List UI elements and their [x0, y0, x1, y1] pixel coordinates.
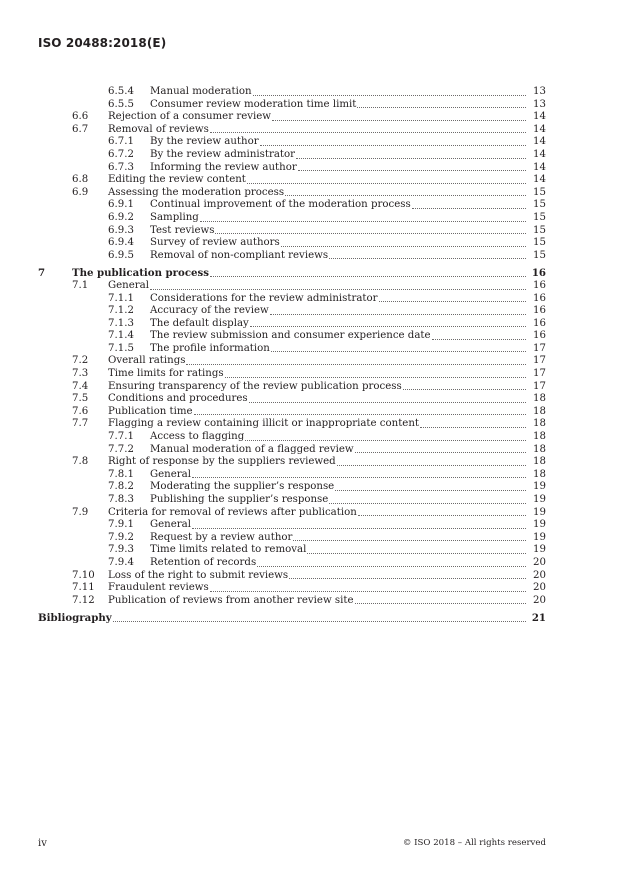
footer-copyright: © ISO 2018 – All rights reserved: [402, 838, 546, 848]
toc-entry-title-line: [72, 267, 546, 280]
toc-entry-number: 7.12: [72, 594, 95, 606]
toc-entry[interactable]: [0, 544, 620, 557]
toc-entry-page: 16: [533, 292, 546, 304]
toc-entry-page: 16: [533, 317, 546, 329]
toc-entry-page: 14: [533, 136, 546, 148]
toc-entry-number: 7.5: [72, 393, 89, 405]
dot-leader: [296, 157, 526, 159]
dot-leader: [194, 413, 526, 415]
toc-entry-title: Access to flagging: [150, 431, 245, 443]
toc-entry-title: Survey of review authors: [150, 237, 280, 249]
dot-leader: [307, 552, 526, 554]
toc-entry-title: General: [108, 279, 149, 291]
toc-entry-title: Test reviews: [150, 224, 215, 236]
toc-entry-number: 7.7.1: [108, 431, 134, 443]
toc-entry[interactable]: [0, 199, 620, 212]
toc-entry-number: 7.1.1: [108, 292, 134, 304]
toc-entry[interactable]: [0, 418, 620, 431]
toc-entry-page: 15: [533, 211, 546, 223]
dot-leader: [355, 602, 526, 604]
toc-entry[interactable]: [0, 86, 620, 99]
toc-entry[interactable]: [0, 431, 620, 444]
toc-entry-title-line: [150, 237, 546, 250]
toc-entry-title-line: [108, 582, 546, 595]
dot-leader: [192, 476, 526, 478]
toc-entry-page: 15: [533, 186, 546, 198]
toc-entry-title: Assessing the moderation process: [108, 186, 285, 198]
dot-leader: [420, 426, 526, 428]
toc-entry-title-line: [108, 280, 546, 293]
toc-entry-title-line: [108, 456, 546, 469]
toc-entry[interactable]: [0, 330, 620, 343]
dot-leader: [432, 338, 526, 340]
dot-leader: [225, 376, 526, 378]
toc-entry[interactable]: [0, 469, 620, 482]
toc-entry-title-line: [150, 544, 546, 557]
toc-entry-title: Conditions and procedures: [108, 393, 248, 405]
toc-entry-number: 7.9.3: [108, 544, 134, 556]
dot-leader: [186, 363, 526, 365]
toc-entry-title: Publishing the supplier’s response: [150, 494, 329, 505]
dot-leader: [253, 94, 526, 96]
toc-entry-title-line: [108, 368, 546, 381]
toc-entry-title: Manual moderation of a flagged review: [150, 443, 354, 455]
toc-entry-page: 14: [533, 161, 546, 173]
toc-entry-page: 21: [531, 612, 546, 625]
toc-entry[interactable]: [0, 187, 620, 200]
toc-entry[interactable]: [0, 293, 620, 306]
toc-entry[interactable]: [0, 99, 620, 112]
dot-leader: [289, 577, 526, 579]
toc-entry-number: 7.2: [72, 355, 89, 367]
toc-entry-title: Consumer review moderation time limit: [150, 98, 357, 110]
toc-entry-title: Time limits related to removal: [150, 544, 307, 556]
toc-entry-page: 19: [533, 544, 546, 556]
toc-entry-title: The default display: [150, 317, 249, 329]
dot-leader: [210, 275, 526, 277]
toc-entry-title: Editing the review content: [108, 174, 246, 186]
toc-entry-page: 19: [533, 481, 546, 493]
toc-entry-number: 7.1: [72, 279, 89, 291]
dot-leader: [245, 439, 526, 441]
toc-entry-page: 18: [533, 468, 546, 480]
toc-entry-title: By the review administrator: [150, 148, 295, 160]
toc-entry-page: 20: [533, 594, 546, 606]
dot-leader: [113, 620, 526, 622]
toc-entry-title: The publication process: [72, 267, 209, 280]
toc-entry[interactable]: [0, 507, 620, 520]
toc-entry-number: 7.1.5: [108, 342, 134, 354]
toc-entry-page: 17: [533, 368, 546, 380]
toc-entry[interactable]: [0, 444, 620, 457]
toc-entry-number: 6.7.3: [108, 161, 134, 173]
dot-leader: [215, 232, 526, 234]
toc-entry-number: 7.10: [72, 569, 95, 581]
toc-entry-title-line: [108, 355, 546, 368]
toc-entry[interactable]: [0, 136, 620, 149]
toc-entry-title-line: [150, 136, 546, 149]
dot-leader: [337, 464, 526, 466]
toc-entry-page: 18: [533, 393, 546, 405]
toc-entry[interactable]: [0, 280, 620, 293]
toc-entry-page: 14: [533, 111, 546, 123]
toc-entry-number: 7.3: [72, 368, 89, 380]
dot-leader: [272, 119, 526, 121]
toc-entry-title: The profile information: [150, 342, 270, 354]
toc-entry-number: 6.9.3: [108, 224, 134, 236]
dot-leader: [281, 245, 526, 247]
toc-entry-page: 17: [533, 380, 546, 392]
toc-entry-title-line: [108, 406, 546, 419]
toc-entry-title: Overall ratings: [108, 355, 186, 367]
toc-entry-page: 19: [533, 531, 546, 543]
toc-entry-title-line: [108, 174, 546, 187]
toc-entry-page: 17: [533, 342, 546, 354]
toc-entry-title-line: [150, 250, 546, 263]
toc-entry-title-line: [108, 507, 546, 520]
toc-entry[interactable]: [0, 532, 620, 545]
toc-entry-number: 7.9.2: [108, 531, 134, 543]
dot-leader: [329, 502, 526, 504]
toc-entry-number: 6.9.1: [108, 199, 134, 211]
toc-entry-title: General: [150, 519, 191, 531]
toc-entry-title: Fraudulent reviews: [108, 582, 209, 594]
toc-entry[interactable]: [0, 612, 620, 625]
toc-entry-number: 7.8.2: [108, 481, 134, 493]
toc-entry[interactable]: [0, 355, 620, 368]
dot-leader: [257, 565, 526, 567]
toc-entry-title: Removal of reviews: [108, 123, 209, 135]
toc-entry-title: Sampling: [150, 211, 199, 223]
toc-entry[interactable]: [0, 557, 620, 570]
toc-entry[interactable]: [0, 267, 620, 280]
toc-entry-number: 7: [38, 267, 46, 280]
toc-entry-number: 7.1.3: [108, 317, 134, 329]
toc-entry-title: Ensuring transparency of the review publication process: [108, 380, 402, 392]
toc-entry-title: The review submission and consumer experience date: [150, 330, 431, 342]
toc-entry-page: 13: [533, 86, 546, 97]
toc-entry-page: 20: [533, 556, 546, 568]
toc-entry[interactable]: [0, 406, 620, 419]
document-header: ISO 20488:2018(E): [38, 36, 167, 50]
toc-entry-number: 6.5.5: [108, 98, 134, 110]
toc-entry-page: 16: [533, 305, 546, 317]
toc-entry-title: Time limits for ratings: [108, 368, 224, 380]
toc-entry-title: Accuracy of the review: [150, 305, 269, 317]
toc-entry-title-line: [38, 612, 546, 625]
toc-entry-number: 7.1.4: [108, 330, 134, 342]
toc-entry-page: 19: [533, 519, 546, 531]
dot-leader: [298, 169, 526, 171]
toc-entry-number: 7.9: [72, 506, 89, 518]
dot-leader: [270, 313, 526, 315]
dot-leader: [150, 288, 526, 290]
toc-entry-title-line: [150, 330, 546, 343]
toc-entry[interactable]: [0, 519, 620, 532]
toc-entry-title-line: [150, 199, 546, 212]
dot-leader: [329, 257, 526, 259]
toc-entry-title-line: [108, 111, 546, 124]
toc-entry[interactable]: [0, 582, 620, 595]
toc-entry-page: 18: [533, 456, 546, 468]
toc-entry-number: 7.8.1: [108, 468, 134, 480]
toc-entry-title: Right of response by the suppliers reviewed: [108, 456, 336, 468]
toc-entry-page: 14: [533, 174, 546, 186]
toc-entry-title-line: [150, 293, 546, 306]
dot-leader: [210, 131, 526, 133]
toc-entry-page: 16: [533, 330, 546, 342]
dot-leader: [200, 220, 526, 222]
toc-entry-page: 15: [533, 199, 546, 211]
toc-entry[interactable]: [0, 393, 620, 406]
toc-entry-title-line: [150, 469, 546, 482]
toc-entry-title: Publication time: [108, 405, 193, 417]
dot-leader: [335, 489, 526, 491]
toc-entry-title-line: [150, 86, 546, 99]
toc-entry[interactable]: [0, 174, 620, 187]
toc-entry-title: Continual improvement of the moderation process: [150, 199, 411, 211]
toc-entry-title: Informing the review author: [150, 161, 297, 173]
toc-entry-title: General: [150, 468, 191, 480]
toc-entry-number: 7.7: [72, 418, 89, 430]
toc-entry-title-line: [150, 343, 546, 356]
toc-entry[interactable]: [0, 368, 620, 381]
toc-entry-number: 6.7.2: [108, 148, 134, 160]
dot-leader: [358, 514, 526, 516]
toc-entry-page: 18: [533, 418, 546, 430]
toc-entry[interactable]: [0, 595, 620, 608]
toc-entry-page: 19: [533, 494, 546, 505]
toc-entry-title: Loss of the right to submit reviews: [108, 569, 289, 581]
toc-entry-page: 14: [533, 123, 546, 135]
toc-entry-number: 6.9.2: [108, 211, 134, 223]
toc-entry-title: Considerations for the review administrator: [150, 292, 378, 304]
toc-entry-page: 20: [533, 569, 546, 581]
toc-entry-number: 7.9.4: [108, 556, 134, 568]
toc-entry-title-line: [150, 99, 546, 112]
toc-entry-title: Manual moderation: [150, 86, 252, 97]
table-of-contents: [0, 86, 620, 625]
toc-entry[interactable]: [0, 305, 620, 318]
toc-entry-title: Flagging a review containing illicit or inappropriate content: [108, 418, 419, 430]
dot-leader: [247, 182, 526, 184]
dot-leader: [285, 194, 526, 196]
toc-entry-title-line: [108, 124, 546, 137]
toc-entry-number: 7.8: [72, 456, 89, 468]
dot-leader: [192, 527, 526, 529]
toc-entry-number: 7.4: [72, 380, 89, 392]
toc-entry-title-line: [150, 318, 546, 331]
toc-entry[interactable]: [0, 570, 620, 583]
toc-entry-number: 7.9.1: [108, 519, 134, 531]
toc-entry-number: 6.9.4: [108, 237, 134, 249]
toc-entry-number: 6.9.5: [108, 249, 134, 261]
toc-entry-title-line: [150, 519, 546, 532]
toc-entry-page: 18: [533, 443, 546, 455]
dot-leader: [293, 539, 526, 541]
toc-entry-title-line: [108, 187, 546, 200]
toc-entry-title-line: [108, 570, 546, 583]
toc-entry-title: Publication of reviews from another review site: [108, 594, 354, 606]
toc-entry-page: 18: [533, 431, 546, 443]
toc-entry-title: Bibliography: [38, 612, 112, 625]
toc-entry-title-line: [150, 444, 546, 457]
toc-entry[interactable]: [0, 456, 620, 469]
toc-entry-title-line: [108, 393, 546, 406]
toc-entry[interactable]: [0, 162, 620, 175]
toc-entry-title-line: [108, 418, 546, 431]
toc-entry-title-line: [150, 557, 546, 570]
dot-leader: [271, 350, 526, 352]
toc-entry-number: 6.9: [72, 186, 89, 198]
toc-entry-title: Retention of records: [150, 556, 257, 568]
toc-entry-number: 6.6: [72, 111, 89, 123]
dot-leader: [379, 300, 526, 302]
toc-entry[interactable]: [0, 250, 620, 263]
toc-entry-title: Removal of non-compliant reviews: [150, 249, 329, 261]
dot-leader: [403, 388, 526, 390]
dot-leader: [355, 451, 526, 453]
toc-entry-title-line: [108, 381, 546, 394]
toc-entry-title: Request by a review author: [150, 531, 293, 543]
toc-entry-title-line: [150, 431, 546, 444]
toc-entry[interactable]: [0, 212, 620, 225]
dot-leader: [250, 325, 526, 327]
toc-entry-number: 6.5.4: [108, 86, 134, 97]
toc-entry-page: 13: [533, 98, 546, 110]
toc-entry-page: 14: [533, 148, 546, 160]
toc-entry-title: Moderating the supplier’s response: [150, 481, 335, 493]
toc-entry-title-line: [150, 162, 546, 175]
toc-entry-title-line: [150, 305, 546, 318]
toc-entry[interactable]: [0, 111, 620, 124]
toc-entry-number: 7.1.2: [108, 305, 134, 317]
toc-entry-page: 15: [533, 224, 546, 236]
footer-page-number: iv: [38, 838, 47, 849]
toc-entry-page: 18: [533, 405, 546, 417]
toc-entry-title-line: [108, 595, 546, 608]
toc-entry-number: 7.11: [72, 582, 95, 594]
toc-entry-page: 16: [531, 267, 546, 280]
toc-entry-page: 19: [533, 506, 546, 518]
toc-entry-title: Criteria for removal of reviews after publication: [108, 506, 357, 518]
dot-leader: [412, 207, 526, 209]
toc-entry[interactable]: [0, 481, 620, 494]
toc-entry-number: 7.8.3: [108, 494, 134, 505]
toc-entry-title: Rejection of a consumer review: [108, 111, 271, 123]
toc-entry-page: 16: [533, 279, 546, 291]
toc-entry-page: 15: [533, 249, 546, 261]
dot-leader: [357, 106, 526, 108]
toc-entry[interactable]: [0, 494, 620, 507]
toc-entry[interactable]: [0, 343, 620, 356]
toc-entry-title: By the review author: [150, 136, 259, 148]
toc-entry-title-line: [150, 494, 546, 507]
toc-entry-number: 6.7.1: [108, 136, 134, 148]
toc-entry[interactable]: [0, 381, 620, 394]
toc-entry-number: 7.6: [72, 405, 89, 417]
toc-entry-page: 15: [533, 237, 546, 249]
toc-entry-title-line: [150, 225, 546, 238]
dot-leader: [249, 401, 526, 403]
toc-entry[interactable]: [0, 124, 620, 137]
toc-entry-title-line: [150, 532, 546, 545]
toc-entry-number: 6.8: [72, 174, 89, 186]
toc-entry-page: 17: [533, 355, 546, 367]
toc-entry[interactable]: [0, 149, 620, 162]
toc-entry[interactable]: [0, 225, 620, 238]
dot-leader: [260, 144, 526, 146]
dot-leader: [210, 590, 526, 592]
toc-entry-page: 20: [533, 582, 546, 594]
toc-entry-title-line: [150, 212, 546, 225]
toc-entry-number: 6.7: [72, 123, 89, 135]
toc-entry-title-line: [150, 481, 546, 494]
toc-entry-number: 7.7.2: [108, 443, 134, 455]
toc-entry-title-line: [150, 149, 546, 162]
toc-entry[interactable]: [0, 237, 620, 250]
toc-entry[interactable]: [0, 318, 620, 331]
